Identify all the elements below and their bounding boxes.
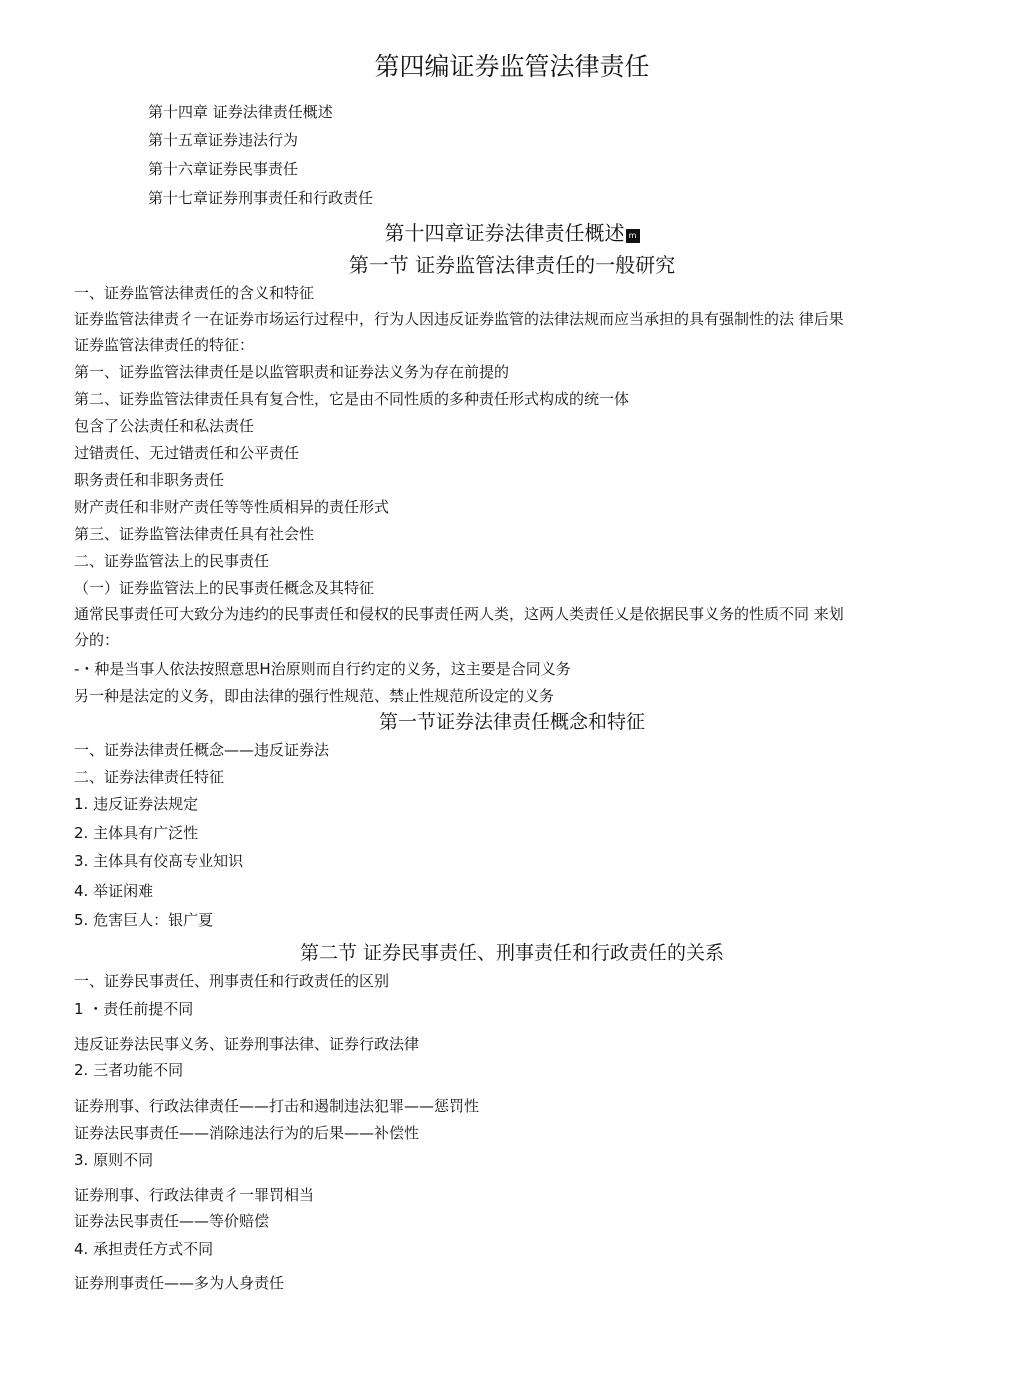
body-line: 一、证券法律责任概念——违反证券法 (74, 741, 330, 759)
body-line: 一、证券监管法律责任的含义和特征 (74, 284, 315, 302)
body-line: 二、证券监管法上的民事责任 (74, 552, 270, 570)
body-line: 2. 主体具有广泛性 (74, 824, 199, 842)
body-line: 财产责任和非财产责任等等性质相异的责任形式 (74, 498, 390, 516)
body-line: 4. 举证闲难 (74, 882, 154, 900)
section-heading: 第一节 证券监管法律责任的一般研究 (348, 253, 676, 277)
chapter-heading (0, 221, 1024, 245)
document-title: 第四编证券监管法律责任 (374, 52, 650, 81)
body-line: 第三、证券监管法律责任具有社会性 (74, 525, 315, 543)
body-line: 二、证券法律责任特征 (74, 768, 225, 786)
body-line: 3. 原则不同 (74, 1151, 154, 1169)
body-line: -・种是当事人依法按照意思H治原则而自行约定的义务，这主要是合同义务 (74, 660, 571, 678)
body-line: 5. 危害巨人：银广夏 (74, 911, 214, 929)
body-line: 一、证券民事责任、刑事责任和行政责任的区别 (74, 972, 390, 990)
body-line: 第一、证券监管法律责任是以监管职责和证券法义务为存在前提的 (74, 363, 510, 381)
chapter-heading-text: 第十四章证券法律责任概述 (384, 221, 625, 245)
body-line: 证券刑事责任——多为人身责任 (74, 1274, 285, 1292)
body-line: 证券刑事、行政法律责任——打击和遏制违法犯罪——惩罚性 (74, 1097, 480, 1115)
toc-item: 第十五章证券违法行为 (148, 131, 299, 149)
body-line: 1. 违反证券法规定 (74, 795, 199, 813)
section-heading: 第二节 证券民事责任、刑事责任和行政责任的关系 (299, 942, 725, 964)
toc-item: 第十七章证券刑事责任和行政责任 (148, 189, 374, 207)
footnote-mark-icon: m (626, 229, 640, 243)
body-line: 4. 承担责任方式不同 (74, 1240, 214, 1258)
body-line: 包含了公法责任和私法责任 (74, 417, 255, 435)
body-line: 证券监管法律责彳一在证券市场运行过程中，行为人因违反证券监管的法律法规而应当承担的具有强制性的法 律后果 (74, 310, 844, 328)
body-line: 通常民事责任可大致分为违约的民事责任和侵权的民事责任两人类，这两人类责任乂是依据民事义务的性质不同 来划 (74, 605, 844, 623)
section-heading: 第一节证券法律责任概念和特征 (378, 711, 645, 733)
toc-item: 第十四章 证券法律责任概述 (148, 103, 333, 121)
body-line: 证券刑事、行政法律责彳一罪罚相当 (74, 1186, 315, 1204)
body-line: 证券法民事责任——消除违法行为的后果——补偿性 (74, 1124, 420, 1142)
body-line: 证券监管法律责任的特征： (74, 336, 255, 354)
body-line: 另一种是法定的义务，即由法律的强行性规范、禁止性规范所设定的义务 (74, 687, 555, 705)
body-line: 违反证券法民事义务、证券刑事法律、证券行政法律 (74, 1035, 420, 1053)
body-line: （一）证券监管法上的民事责任概念及其特征 (74, 579, 375, 597)
body-line: 职务责任和非职务责任 (74, 471, 225, 489)
toc-item: 第十六章证券民事责任 (148, 160, 299, 178)
body-line: 分的： (74, 631, 120, 649)
body-line: 1 ・责任前提不同 (74, 1000, 194, 1018)
body-line: 过错责任、无过错责任和公平责任 (74, 444, 300, 462)
body-line: 3. 主体具有佼髙专业知识 (74, 852, 244, 870)
body-line: 第二、证券监管法律责任具有复合性，它是由不同性质的多种责任形式构成的统一体 (74, 390, 630, 408)
body-line: 证券法民事责任——等价赔偿 (74, 1212, 270, 1230)
body-line: 2. 三者功能不同 (74, 1061, 184, 1079)
